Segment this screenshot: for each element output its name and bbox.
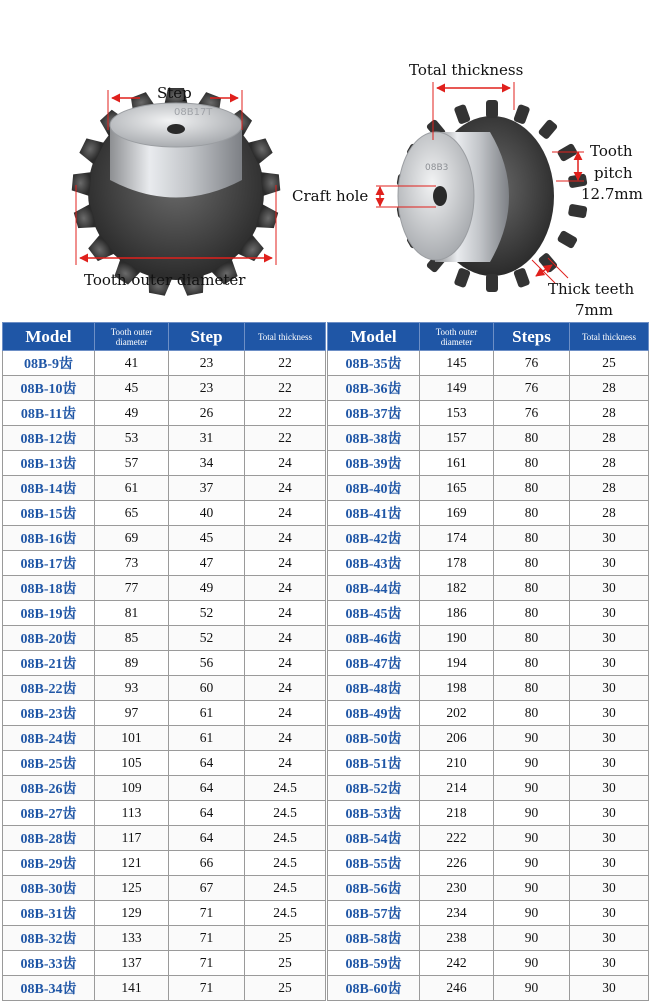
total-thickness-cell: 28 [570, 501, 649, 526]
total-thickness-cell: 30 [570, 901, 649, 926]
table-row [3, 451, 326, 476]
step-cell: 71 [169, 951, 245, 976]
step-cell: 80 [494, 601, 570, 626]
table-row [328, 851, 649, 876]
hub-marking-right: 08B3 [425, 163, 449, 173]
step-cell: 90 [494, 851, 570, 876]
table-row [328, 701, 649, 726]
step-cell: 90 [494, 726, 570, 751]
model-cell: 08B-12齿 [3, 426, 95, 451]
step-cell: 80 [494, 551, 570, 576]
tooth-outer-diameter-cell: 129 [95, 901, 169, 926]
step-cell: 71 [169, 976, 245, 1001]
total-thickness-cell: 24 [245, 476, 326, 501]
step-cell: 80 [494, 501, 570, 526]
total-thickness-cell: 24.5 [245, 901, 326, 926]
model-cell: 08B-22齿 [3, 676, 95, 701]
tooth-outer-diameter-cell: 137 [95, 951, 169, 976]
total-thickness-cell: 24 [245, 676, 326, 701]
total-thickness-cell: 22 [245, 401, 326, 426]
model-cell: 08B-27齿 [3, 801, 95, 826]
total-thickness-cell: 24 [245, 601, 326, 626]
tooth-outer-diameter-cell: 73 [95, 551, 169, 576]
tooth-outer-diameter-cell: 218 [420, 801, 494, 826]
step-cell: 37 [169, 476, 245, 501]
total-thickness-cell: 30 [570, 851, 649, 876]
total-thickness-cell: 30 [570, 601, 649, 626]
tooth-outer-diameter-cell: 234 [420, 901, 494, 926]
table-row [328, 901, 649, 926]
step-cell: 76 [494, 351, 570, 376]
step-cell: 90 [494, 951, 570, 976]
total-thickness-cell: 30 [570, 976, 649, 1001]
step-cell: 90 [494, 801, 570, 826]
model-cell: 08B-14齿 [3, 476, 95, 501]
total-thickness-cell: 30 [570, 626, 649, 651]
total-thickness-cell: 25 [245, 976, 326, 1001]
table-row [3, 551, 326, 576]
total-thickness-cell: 24.5 [245, 801, 326, 826]
total-thickness-cell: 28 [570, 426, 649, 451]
total-thickness-cell: 28 [570, 401, 649, 426]
model-cell: 08B-57齿 [328, 901, 420, 926]
table-row [3, 701, 326, 726]
table-row [328, 351, 649, 376]
tooth-outer-diameter-cell: 153 [420, 401, 494, 426]
total-thickness-cell: 30 [570, 801, 649, 826]
step-cell: 80 [494, 676, 570, 701]
total-thickness-cell: 24 [245, 726, 326, 751]
total-thickness-cell: 22 [245, 376, 326, 401]
tooth-outer-diameter-cell: 69 [95, 526, 169, 551]
step-cell: 61 [169, 701, 245, 726]
table-row [3, 576, 326, 601]
step-cell: 80 [494, 651, 570, 676]
tooth-outer-diameter-cell: 206 [420, 726, 494, 751]
tooth-outer-diameter-cell: 45 [95, 376, 169, 401]
total-thickness-cell: 30 [570, 776, 649, 801]
spec-table-left-body [3, 351, 326, 1001]
step-cell: 80 [494, 576, 570, 601]
model-cell: 08B-34齿 [3, 976, 95, 1001]
tooth-outer-diameter-cell: 186 [420, 601, 494, 626]
total-thickness-cell: 28 [570, 376, 649, 401]
table-row [328, 626, 649, 651]
step-cell: 80 [494, 626, 570, 651]
total-thickness-cell: 28 [570, 451, 649, 476]
craft-hole-label: Craft hole [292, 187, 369, 205]
model-cell: 08B-59齿 [328, 951, 420, 976]
total-thickness-cell: 30 [570, 676, 649, 701]
tooth-outer-diameter-cell: 57 [95, 451, 169, 476]
step-cell: 23 [169, 351, 245, 376]
step-cell: 90 [494, 751, 570, 776]
column-header-total-thickness: Total thickness [570, 323, 649, 351]
tooth-outer-diameter-cell: 125 [95, 876, 169, 901]
model-cell: 08B-18齿 [3, 576, 95, 601]
tooth-outer-diameter-cell: 53 [95, 426, 169, 451]
model-cell: 08B-38齿 [328, 426, 420, 451]
total-thickness-cell: 25 [245, 926, 326, 951]
model-cell: 08B-51齿 [328, 751, 420, 776]
tooth-outer-diameter-cell: 109 [95, 776, 169, 801]
total-thickness-cell: 30 [570, 951, 649, 976]
table-row [3, 876, 326, 901]
tooth-outer-diameter-cell: 65 [95, 501, 169, 526]
tooth-outer-diameter-cell: 169 [420, 501, 494, 526]
table-row [328, 401, 649, 426]
step-cell: 40 [169, 501, 245, 526]
tooth-outer-diameter-cell: 145 [420, 351, 494, 376]
left-sprocket [71, 88, 280, 296]
model-cell: 08B-31齿 [3, 901, 95, 926]
tooth-outer-diameter-cell: 222 [420, 826, 494, 851]
total-thickness-cell: 24 [245, 701, 326, 726]
column-header-step: Step [169, 323, 245, 351]
tooth-pitch-label-line1: Tooth [590, 142, 633, 160]
model-cell: 08B-46齿 [328, 626, 420, 651]
step-cell: 23 [169, 376, 245, 401]
tooth-outer-diameter-cell: 210 [420, 751, 494, 776]
total-thickness-cell: 28 [570, 476, 649, 501]
tooth-outer-diameter-cell: 174 [420, 526, 494, 551]
tooth-outer-diameter-cell: 117 [95, 826, 169, 851]
model-cell: 08B-13齿 [3, 451, 95, 476]
model-cell: 08B-50齿 [328, 726, 420, 751]
total-thickness-cell: 30 [570, 551, 649, 576]
tooth-outer-diameter-cell: 202 [420, 701, 494, 726]
table-row [328, 576, 649, 601]
step-cell: 90 [494, 776, 570, 801]
step-cell: 26 [169, 401, 245, 426]
model-cell: 08B-17齿 [3, 551, 95, 576]
tooth-outer-diameter-cell: 105 [95, 751, 169, 776]
model-cell: 08B-47齿 [328, 651, 420, 676]
hub-marking-left: 08B17T [174, 107, 213, 118]
table-row [3, 851, 326, 876]
tooth-outer-diameter-cell: 77 [95, 576, 169, 601]
model-cell: 08B-58齿 [328, 926, 420, 951]
tooth-outer-diameter-cell: 85 [95, 626, 169, 651]
total-thickness-cell: 24 [245, 501, 326, 526]
step-cell: 56 [169, 651, 245, 676]
model-cell: 08B-45齿 [328, 601, 420, 626]
tooth-pitch-label-line2: pitch [594, 164, 633, 182]
table-row [328, 601, 649, 626]
table-row [3, 776, 326, 801]
step-cell: 31 [169, 426, 245, 451]
model-cell: 08B-10齿 [3, 376, 95, 401]
model-cell: 08B-15齿 [3, 501, 95, 526]
total-thickness-cell: 24 [245, 751, 326, 776]
step-cell: 45 [169, 526, 245, 551]
total-thickness-cell: 30 [570, 701, 649, 726]
step-cell: 52 [169, 626, 245, 651]
step-cell: 52 [169, 601, 245, 626]
step-cell: 71 [169, 926, 245, 951]
total-thickness-cell: 24 [245, 576, 326, 601]
table-row [3, 626, 326, 651]
tooth-outer-diameter-cell: 89 [95, 651, 169, 676]
step-cell: 90 [494, 876, 570, 901]
column-header-model: Model [328, 323, 420, 351]
table-row [328, 526, 649, 551]
model-cell: 08B-40齿 [328, 476, 420, 501]
step-cell: 90 [494, 926, 570, 951]
step-cell: 34 [169, 451, 245, 476]
step-cell: 47 [169, 551, 245, 576]
total-thickness-cell: 24 [245, 451, 326, 476]
model-cell: 08B-42齿 [328, 526, 420, 551]
tooth-outer-diameter-cell: 101 [95, 726, 169, 751]
step-cell: 80 [494, 451, 570, 476]
table-row [3, 976, 326, 1001]
model-cell: 08B-11齿 [3, 401, 95, 426]
total-thickness-cell: 25 [570, 351, 649, 376]
step-cell: 64 [169, 751, 245, 776]
step-cell: 76 [494, 401, 570, 426]
tooth-outer-diameter-cell: 214 [420, 776, 494, 801]
total-thickness-cell: 24.5 [245, 776, 326, 801]
model-cell: 08B-25齿 [3, 751, 95, 776]
model-cell: 08B-39齿 [328, 451, 420, 476]
right-sprocket [396, 100, 587, 292]
table-row [328, 651, 649, 676]
tooth-outer-diameter-cell: 190 [420, 626, 494, 651]
tooth-outer-diameter-cell: 41 [95, 351, 169, 376]
model-cell: 08B-16齿 [3, 526, 95, 551]
model-cell: 08B-53齿 [328, 801, 420, 826]
table-row [328, 876, 649, 901]
table-row [328, 451, 649, 476]
model-cell: 08B-9齿 [3, 351, 95, 376]
table-row [328, 976, 649, 1001]
model-cell: 08B-54齿 [328, 826, 420, 851]
tooth-outer-diameter-cell: 141 [95, 976, 169, 1001]
spec-tables [2, 322, 648, 998]
total-thickness-cell: 30 [570, 576, 649, 601]
thick-teeth-label: Thick teeth [548, 280, 635, 298]
table-row [328, 476, 649, 501]
tooth-outer-diameter-cell: 178 [420, 551, 494, 576]
table-row [328, 951, 649, 976]
model-cell: 08B-26齿 [3, 776, 95, 801]
table-row [3, 401, 326, 426]
step-cell: 80 [494, 701, 570, 726]
column-header-model: Model [3, 323, 95, 351]
table-row [3, 901, 326, 926]
model-cell: 08B-60齿 [328, 976, 420, 1001]
tooth-outer-diameter-cell: 133 [95, 926, 169, 951]
table-row [3, 726, 326, 751]
table-row [3, 426, 326, 451]
model-cell: 08B-44齿 [328, 576, 420, 601]
table-row [328, 376, 649, 401]
total-thickness-cell: 30 [570, 651, 649, 676]
spec-table-left [2, 322, 326, 1001]
table-row [3, 476, 326, 501]
step-cell: 90 [494, 976, 570, 1001]
model-cell: 08B-20齿 [3, 626, 95, 651]
tooth-outer-diameter-cell: 242 [420, 951, 494, 976]
step-label: Step [157, 84, 192, 102]
model-cell: 08B-35齿 [328, 351, 420, 376]
table-row [328, 726, 649, 751]
tooth-pitch-value: 12.7mm [581, 185, 643, 203]
tooth-outer-diameter-cell: 97 [95, 701, 169, 726]
tooth-outer-diameter-cell: 121 [95, 851, 169, 876]
model-cell: 08B-28齿 [3, 826, 95, 851]
total-thickness-cell: 24 [245, 551, 326, 576]
column-header-tooth-outer-diameter: Tooth outer diameter [95, 323, 169, 351]
total-thickness-cell: 22 [245, 351, 326, 376]
tooth-outer-diameter-cell: 157 [420, 426, 494, 451]
step-cell: 80 [494, 526, 570, 551]
step-cell: 90 [494, 826, 570, 851]
table-row [328, 501, 649, 526]
table-row [3, 601, 326, 626]
tooth-outer-diameter-label: Tooth outer diameter [84, 271, 246, 289]
table-row [328, 801, 649, 826]
model-cell: 08B-55齿 [328, 851, 420, 876]
step-cell: 67 [169, 876, 245, 901]
tooth-outer-diameter-cell: 226 [420, 851, 494, 876]
step-cell: 49 [169, 576, 245, 601]
tooth-outer-diameter-cell: 165 [420, 476, 494, 501]
table-row [3, 351, 326, 376]
model-cell: 08B-41齿 [328, 501, 420, 526]
model-cell: 08B-24齿 [3, 726, 95, 751]
step-cell: 64 [169, 826, 245, 851]
table-row [3, 826, 326, 851]
product-illustration [0, 0, 650, 322]
table-row [3, 751, 326, 776]
tooth-outer-diameter-cell: 81 [95, 601, 169, 626]
tooth-outer-diameter-cell: 161 [420, 451, 494, 476]
column-header-tooth-outer-diameter: Tooth outer diameter [420, 323, 494, 351]
spec-table-right [327, 322, 649, 1001]
tooth-outer-diameter-cell: 238 [420, 926, 494, 951]
step-cell: 80 [494, 476, 570, 501]
step-cell: 90 [494, 901, 570, 926]
model-cell: 08B-33齿 [3, 951, 95, 976]
total-thickness-cell: 30 [570, 926, 649, 951]
total-thickness-cell: 30 [570, 876, 649, 901]
step-cell: 61 [169, 726, 245, 751]
tooth-outer-diameter-cell: 49 [95, 401, 169, 426]
table-row [3, 801, 326, 826]
tooth-outer-diameter-cell: 149 [420, 376, 494, 401]
total-thickness-cell: 24 [245, 651, 326, 676]
table-row [328, 426, 649, 451]
column-header-steps: Steps [494, 323, 570, 351]
step-cell: 76 [494, 376, 570, 401]
model-cell: 08B-19齿 [3, 601, 95, 626]
tooth-outer-diameter-cell: 93 [95, 676, 169, 701]
tooth-outer-diameter-cell: 246 [420, 976, 494, 1001]
model-cell: 08B-56齿 [328, 876, 420, 901]
total-thickness-cell: 24 [245, 626, 326, 651]
tooth-outer-diameter-cell: 61 [95, 476, 169, 501]
tooth-outer-diameter-cell: 113 [95, 801, 169, 826]
total-thickness-cell: 30 [570, 726, 649, 751]
table-row [3, 501, 326, 526]
total-thickness-cell: 22 [245, 426, 326, 451]
table-row [3, 526, 326, 551]
total-thickness-cell: 24.5 [245, 826, 326, 851]
step-cell: 66 [169, 851, 245, 876]
step-cell: 71 [169, 901, 245, 926]
table-row [328, 826, 649, 851]
column-header-total-thickness: Total thickness [245, 323, 326, 351]
table-row [3, 376, 326, 401]
model-cell: 08B-43齿 [328, 551, 420, 576]
table-row [328, 676, 649, 701]
total-thickness-cell: 24.5 [245, 876, 326, 901]
total-thickness-cell: 30 [570, 826, 649, 851]
thick-teeth-value: 7mm [575, 301, 613, 319]
tooth-outer-diameter-cell: 182 [420, 576, 494, 601]
step-cell: 64 [169, 776, 245, 801]
table-row [3, 651, 326, 676]
table-row [3, 926, 326, 951]
total-thickness-cell: 24 [245, 526, 326, 551]
model-cell: 08B-52齿 [328, 776, 420, 801]
step-cell: 60 [169, 676, 245, 701]
total-thickness-cell: 24.5 [245, 851, 326, 876]
model-cell: 08B-23齿 [3, 701, 95, 726]
spec-table-right-body [328, 351, 649, 1001]
total-thickness-label: Total thickness [409, 61, 524, 79]
model-cell: 08B-37齿 [328, 401, 420, 426]
model-cell: 08B-21齿 [3, 651, 95, 676]
table-row [3, 676, 326, 701]
step-cell: 64 [169, 801, 245, 826]
step-cell: 80 [494, 426, 570, 451]
total-thickness-cell: 25 [245, 951, 326, 976]
tooth-outer-diameter-cell: 230 [420, 876, 494, 901]
model-cell: 08B-32齿 [3, 926, 95, 951]
model-cell: 08B-48齿 [328, 676, 420, 701]
table-row [328, 926, 649, 951]
total-thickness-cell: 30 [570, 526, 649, 551]
model-cell: 08B-30齿 [3, 876, 95, 901]
tooth-outer-diameter-cell: 194 [420, 651, 494, 676]
table-row [328, 751, 649, 776]
table-row [3, 951, 326, 976]
total-thickness-cell: 30 [570, 751, 649, 776]
tooth-outer-diameter-cell: 198 [420, 676, 494, 701]
table-row [328, 551, 649, 576]
table-row [328, 776, 649, 801]
model-cell: 08B-49齿 [328, 701, 420, 726]
model-cell: 08B-36齿 [328, 376, 420, 401]
model-cell: 08B-29齿 [3, 851, 95, 876]
